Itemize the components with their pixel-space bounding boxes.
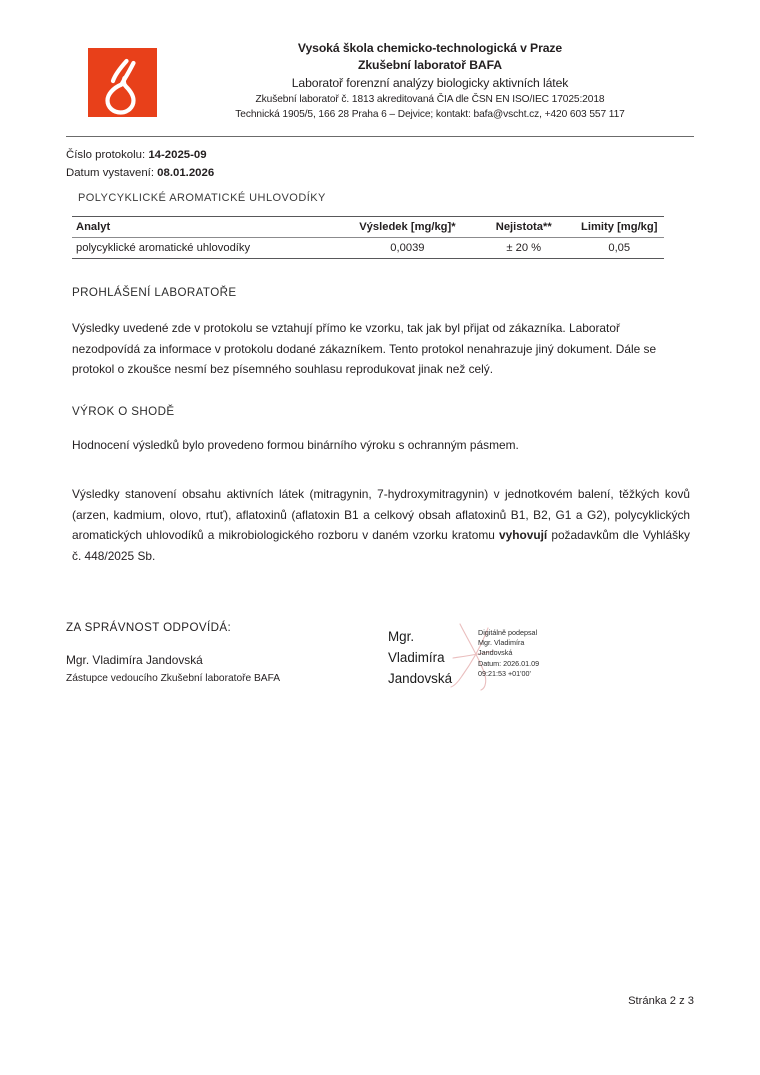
signature-detail-line5: 09:21:53 +01'00' bbox=[478, 668, 531, 678]
protocol-meta bbox=[66, 147, 214, 182]
signature-detail-line1: Digitálně podepsal bbox=[478, 628, 538, 637]
conformity-text-part2: požadavkům dle Vyhlášky č. 448/2025 Sb. bbox=[72, 528, 690, 563]
signature-stamp-name-line1: Mgr. bbox=[388, 629, 415, 644]
signature-detail-line4: Datum: 2026.01.09 bbox=[478, 658, 540, 668]
col-header-analyt: Analyt bbox=[72, 217, 342, 238]
col-header-nejistota: Nejistota** bbox=[473, 217, 575, 238]
page-footer bbox=[0, 995, 694, 1007]
protocol-number-line bbox=[66, 147, 214, 165]
protocol-number-value: 14-2025-09 bbox=[148, 149, 207, 161]
cell-limity: 0,05 bbox=[574, 238, 664, 259]
signatory-role: Zástupce vedoucího Zkušební laboratoře BAFA bbox=[66, 673, 281, 684]
table-row bbox=[72, 238, 664, 259]
issue-date-value: 08.01.2026 bbox=[157, 166, 215, 179]
issue-date-label: Datum vystavení: bbox=[66, 166, 154, 179]
results-table bbox=[72, 216, 664, 259]
col-header-vysledek: Výsledek [mg/kg]* bbox=[342, 217, 473, 238]
protocol-number-label: Číslo protokolu: bbox=[66, 149, 146, 161]
digital-signature-stamp bbox=[388, 620, 578, 692]
header-accreditation: Zkušební laboratoř č. 1813 akreditovaná ČIA dle ČSN EN ISO/IEC 17025:2018 bbox=[255, 94, 605, 105]
header-lab-description: Laboratoř forenzní analýzy biologicky aktivních látek bbox=[291, 76, 569, 90]
vscht-flask-logo-icon bbox=[88, 48, 157, 117]
header-divider bbox=[66, 136, 694, 137]
header-university-name: Vysoká škola chemicko-technologická v Praze bbox=[297, 41, 563, 55]
conformity-text-results bbox=[72, 484, 690, 566]
document-header bbox=[66, 40, 694, 122]
page-number: Stránka 2 z 3 bbox=[628, 995, 694, 1007]
conformity-text-verdict: vyhovují bbox=[498, 528, 548, 542]
header-address-contact: Technická 1905/5, 166 28 Praha 6 – Dejvice; kontakt: bafa@vscht.cz, +420 603 557 117 bbox=[235, 109, 625, 120]
conformity-text-part1: Výsledky stanovení obsahu aktivních látek (mitragynin, 7-hydroxymitragynin) v jednotkovém balení, těžkých kovů (arzen, kadmium, olovo, rtuť), aflatoxinů (aflatoxin B1 a celkový obsah aflatoxinů B1, B2, G1 a G2), polycyklických aromatických uhlovodíků a mikrobiologického rozboru v daném vzorku kratomu bbox=[72, 487, 690, 542]
cell-analyt: polycyklické aromatické uhlovodíky bbox=[72, 238, 342, 259]
table-header-row bbox=[72, 217, 664, 238]
results-table-head bbox=[72, 217, 664, 238]
cell-nejistota: ± 20 % bbox=[473, 238, 575, 259]
signature-stamp-name-line2: Vladimíra bbox=[388, 650, 445, 665]
signature-stamp-name bbox=[388, 626, 472, 689]
col-header-limity: Limity [mg/kg] bbox=[574, 217, 664, 238]
issue-date-line bbox=[66, 165, 214, 183]
signature-stamp-details bbox=[478, 628, 578, 679]
analysis-section-title: POLYCYKLICKÉ AROMATICKÉ UHLOVODÍKY bbox=[78, 192, 326, 204]
conformity-text-binary: Hodnocení výsledků bylo provedeno formou binárního výroku s ochranným pásmem. bbox=[72, 438, 519, 452]
conformity-heading: VÝROK O SHODĚ bbox=[72, 405, 175, 418]
signature-heading: ZA SPRÁVNOST ODPOVÍDÁ: bbox=[66, 621, 232, 634]
results-table-body bbox=[72, 238, 664, 259]
signature-stamp-name-line3: Jandovská bbox=[388, 671, 453, 686]
header-title-block bbox=[166, 40, 694, 122]
signatory-name: Mgr. Vladimíra Jandovská bbox=[66, 653, 203, 667]
cell-vysledek: 0,0039 bbox=[342, 238, 473, 259]
header-lab-name: Zkušební laboratoř BAFA bbox=[358, 58, 502, 72]
declaration-text: Výsledky uvedené zde v protokolu se vztahují přímo ke vzorku, tak jak byl přijat od zákazníka. Laboratoř nezodpovídá za informace v protokolu dodané zákazníkem. Tento protokol nenahrazuje jiný dokument. Dále se protokol o zkoušce nesmí bez písemného souhlasu reprodukovat jinak než celý. bbox=[72, 321, 657, 376]
signature-detail-line3: Jandovská bbox=[478, 648, 513, 658]
declaration-heading: PROHLÁŠENÍ LABORATOŘE bbox=[72, 286, 237, 299]
signature-detail-line2: Mgr. Vladimíra bbox=[478, 638, 525, 648]
